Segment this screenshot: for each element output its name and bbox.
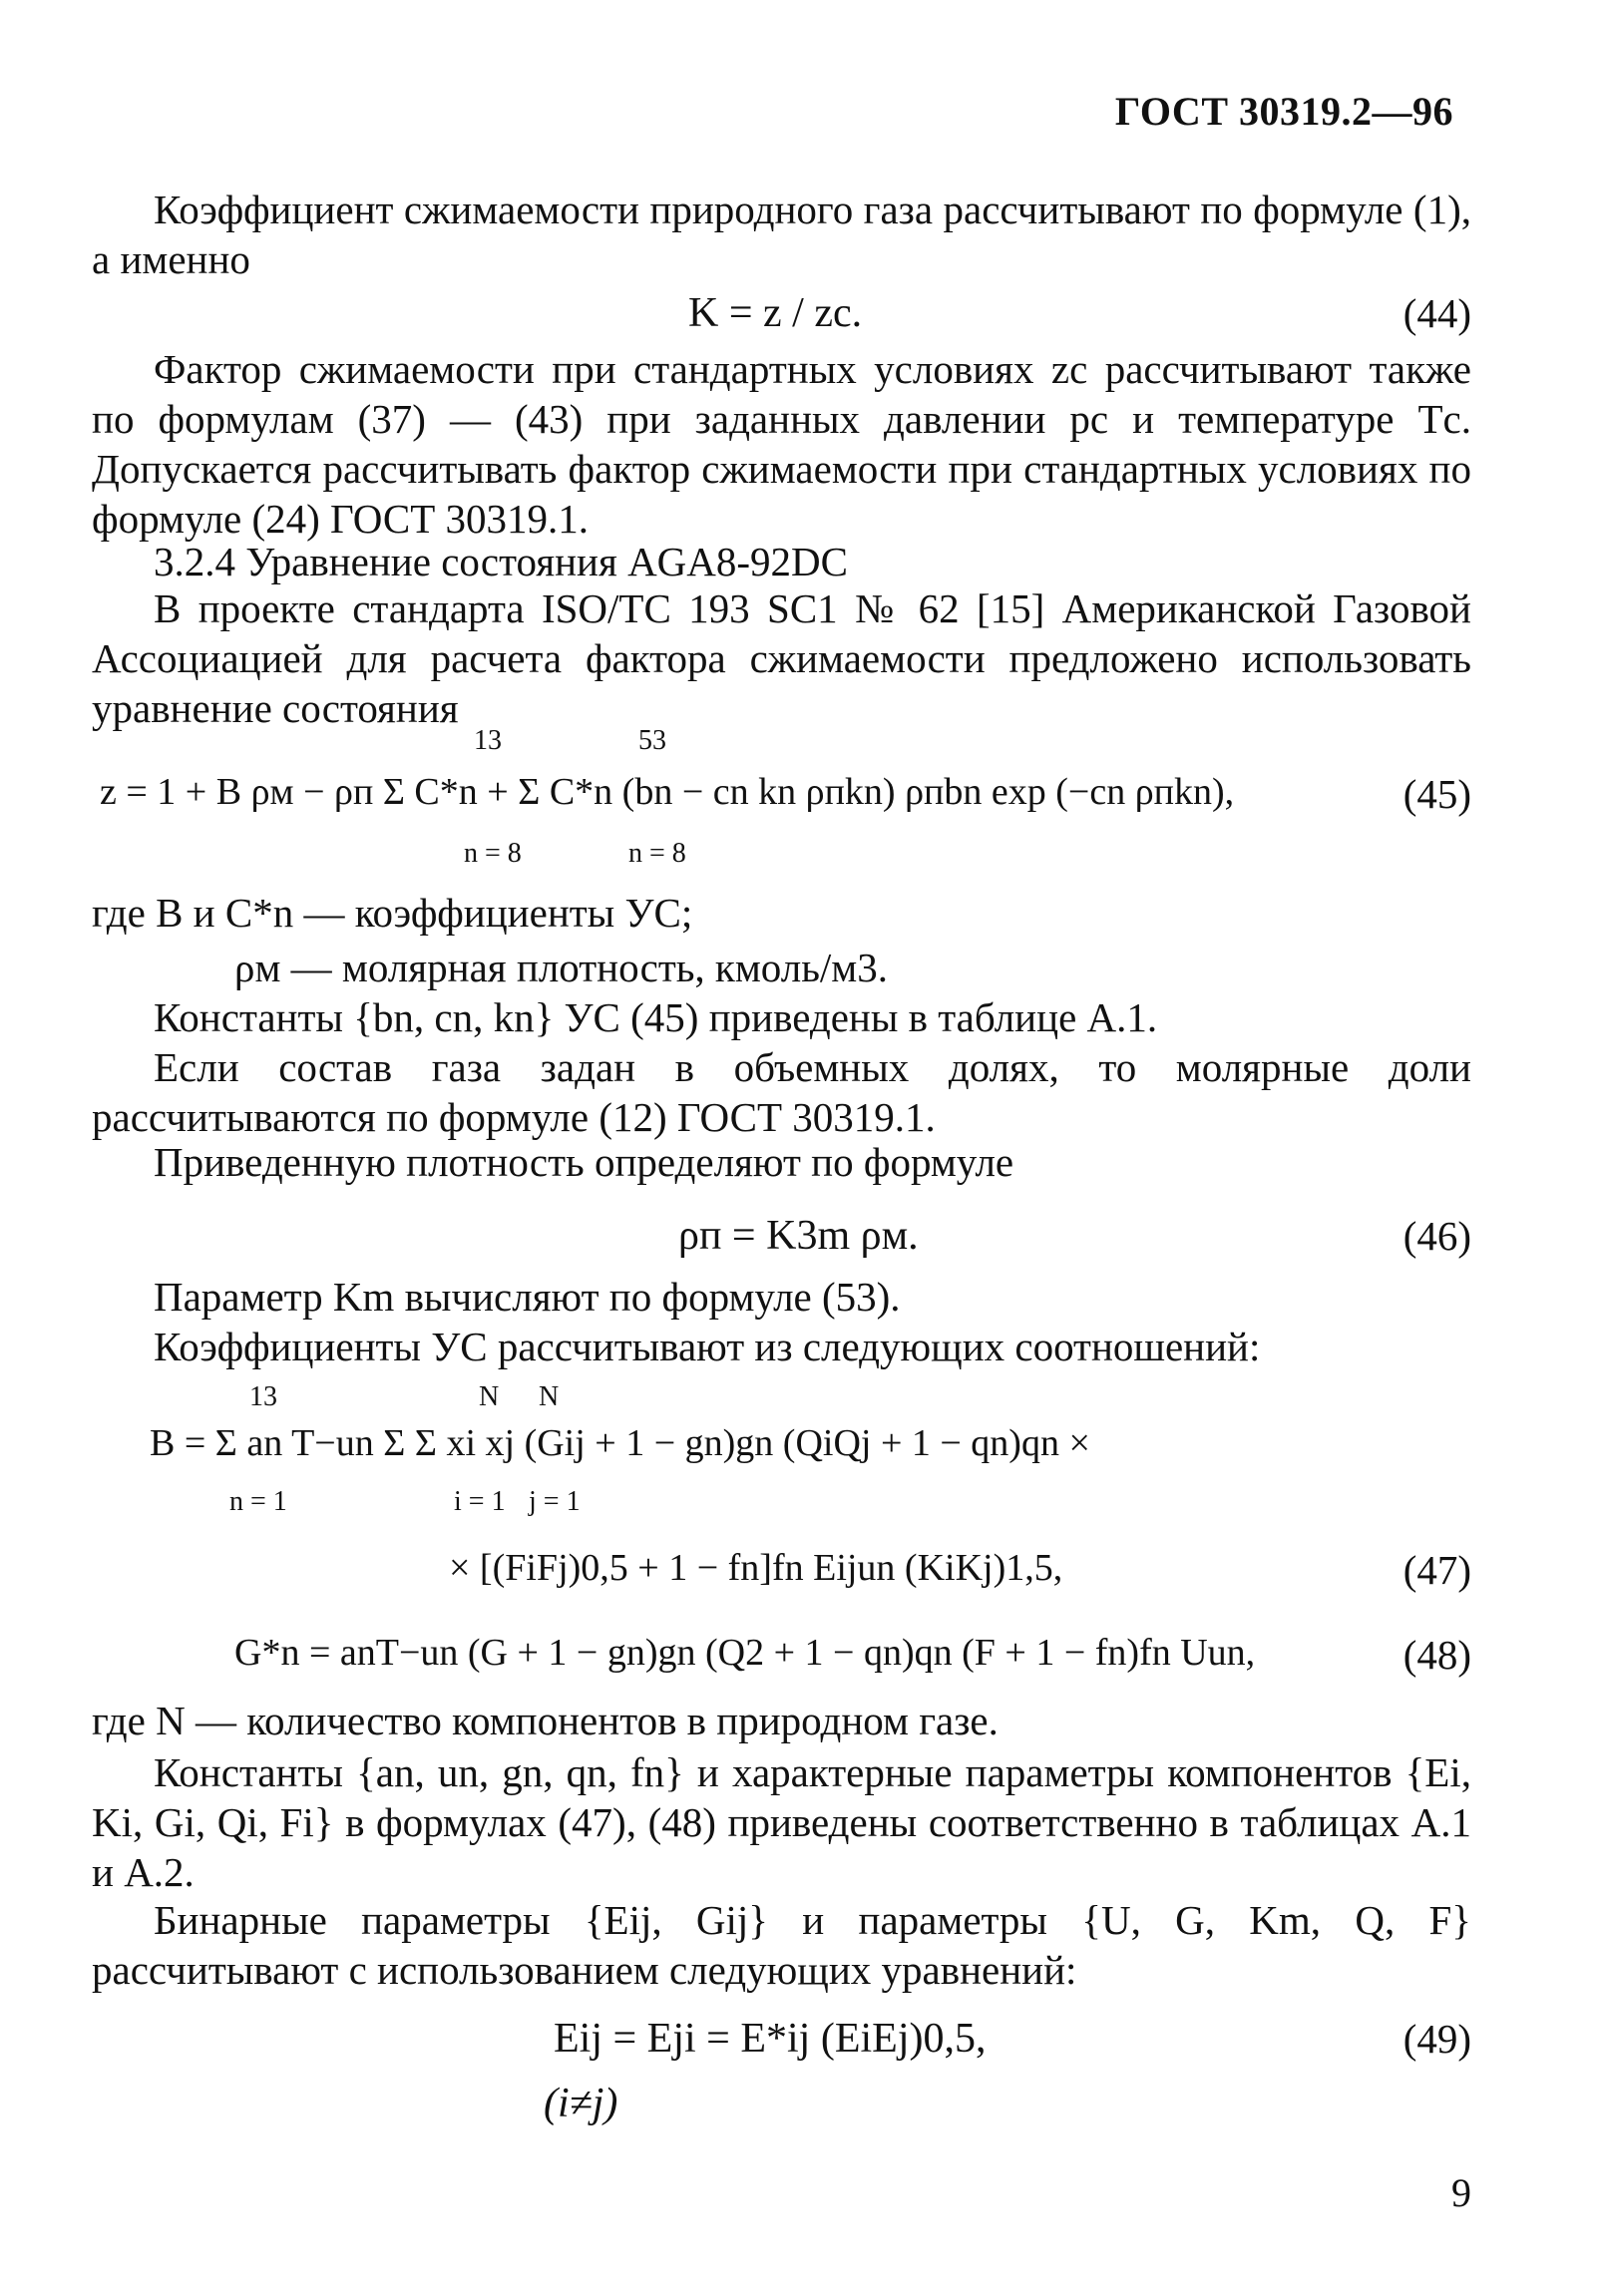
equation-45-number: (45) bbox=[1403, 771, 1471, 817]
equation-47-line-1: B = Σ an T−un Σ Σ xi xj (Gij + 1 − gn)gn (QiQj + 1 − qn)qn × bbox=[150, 1422, 1090, 1464]
sum-j-lower-limit: j = 1 bbox=[529, 1486, 581, 1517]
paragraph-binary-parameters: Бинарные параметры {Eij, Gij} и параметры {U, G, Km, Q, F} рассчитывают с использованием следующих уравнений: bbox=[92, 1897, 1471, 1993]
paragraph-constants-table-a1: Константы {bn, cn, kn} УС (45) приведены в таблице А.1. bbox=[154, 994, 1158, 1040]
sum-i-lower-limit: i = 1 bbox=[454, 1486, 506, 1517]
sum2-upper-limit: 53 bbox=[638, 725, 666, 756]
where-coefficients: где B и C*n — коэффициенты УС; bbox=[92, 890, 693, 936]
sum1-lower-limit: n = 8 bbox=[464, 838, 522, 869]
paragraph-coefficients-relations: Коэффициенты УС рассчитывают из следующих соотношений: bbox=[154, 1324, 1261, 1369]
equation-44-number: (44) bbox=[1403, 290, 1471, 336]
equation-44: K = z / zс. bbox=[688, 290, 863, 336]
equation-47-line-2: × [(FiFj)0,5 + 1 − fn]fn Eijun (KiKj)1,5, bbox=[449, 1547, 1063, 1589]
sum-n-upper-limit: 13 bbox=[249, 1381, 277, 1412]
sum-j-upper-limit: N bbox=[539, 1381, 560, 1412]
sum-n-lower-limit: n = 1 bbox=[229, 1486, 287, 1517]
paragraph-compressibility-coefficient: Коэффициент сжимаемости природного газа рассчитывают по формуле (1), а именно bbox=[92, 187, 1471, 282]
paragraph-reduced-density: Приведенную плотность определяют по формуле bbox=[154, 1139, 1014, 1185]
paragraph-molar-fractions: Если состав газа задан в объемных долях, то молярные доли рассчитываются по формуле (12) ГОСТ 30319.1. bbox=[92, 1044, 1471, 1140]
paragraph-number-of-components: где N — количество компонентов в природном газе. bbox=[92, 1698, 999, 1743]
paragraph-constants-and-parameters: Константы {an, un, gn, qn, fn} и характерные параметры компонентов {Ei, Ki, Gi, Qi, Fi} в формулах (47), (48) приведены соответственно в таблицах А.1 и А.2. bbox=[92, 1749, 1471, 1895]
paragraph-parameter-km: Параметр Km вычисляют по формуле (53). bbox=[154, 1274, 901, 1320]
equation-47-number: (47) bbox=[1403, 1547, 1471, 1593]
equation-46-number: (46) bbox=[1403, 1213, 1471, 1259]
sum-i-upper-limit: N bbox=[479, 1381, 500, 1412]
paragraph-standard-conditions: Фактор сжимаемости при стандартных условиях zс рассчитывают также по формулам (37) — (43) при заданных давлении pс и температуре Tс. Допускается рассчитывать фактор сжимаемости при стандартных условиях по формуле (24) ГОСТ 30319.1. bbox=[92, 346, 1471, 542]
equation-46: ρп = K3m ρм. bbox=[678, 1213, 919, 1259]
equation-49-condition: (i≠j) bbox=[544, 2081, 618, 2126]
paragraph-aga8-intro: В проекте стандарта ISO/TC 193 SC1 № 62 [15] Американской Газовой Ассоциацией для расчета фактора сжимаемости предложено использовать уравнение состояния bbox=[92, 585, 1471, 731]
equation-49: Eij = Eji = E*ij (EiEj)0,5, bbox=[554, 2016, 987, 2062]
page-number: 9 bbox=[1451, 2170, 1471, 2215]
equation-48: G*n = anT−un (G + 1 − gn)gn (Q2 + 1 − qn)qn (F + 1 − fn)fn Uun, bbox=[234, 1632, 1256, 1674]
sum1-upper-limit: 13 bbox=[474, 725, 502, 756]
equation-45: z = 1 + B ρм − ρп Σ C*n + Σ C*n (bn − cn kn ρпkn) ρпbn exp (−cn ρпkn), bbox=[100, 771, 1235, 813]
equation-48-number: (48) bbox=[1403, 1632, 1471, 1678]
document-header: ГОСТ 30319.2—96 bbox=[1114, 89, 1453, 134]
sum2-lower-limit: n = 8 bbox=[628, 838, 686, 869]
section-heading-3-2-4: 3.2.4 Уравнение состояния AGA8-92DC bbox=[154, 539, 848, 584]
equation-49-number: (49) bbox=[1403, 2016, 1471, 2062]
where-molar-density: ρм — молярная плотность, кмоль/м3. bbox=[234, 945, 888, 990]
